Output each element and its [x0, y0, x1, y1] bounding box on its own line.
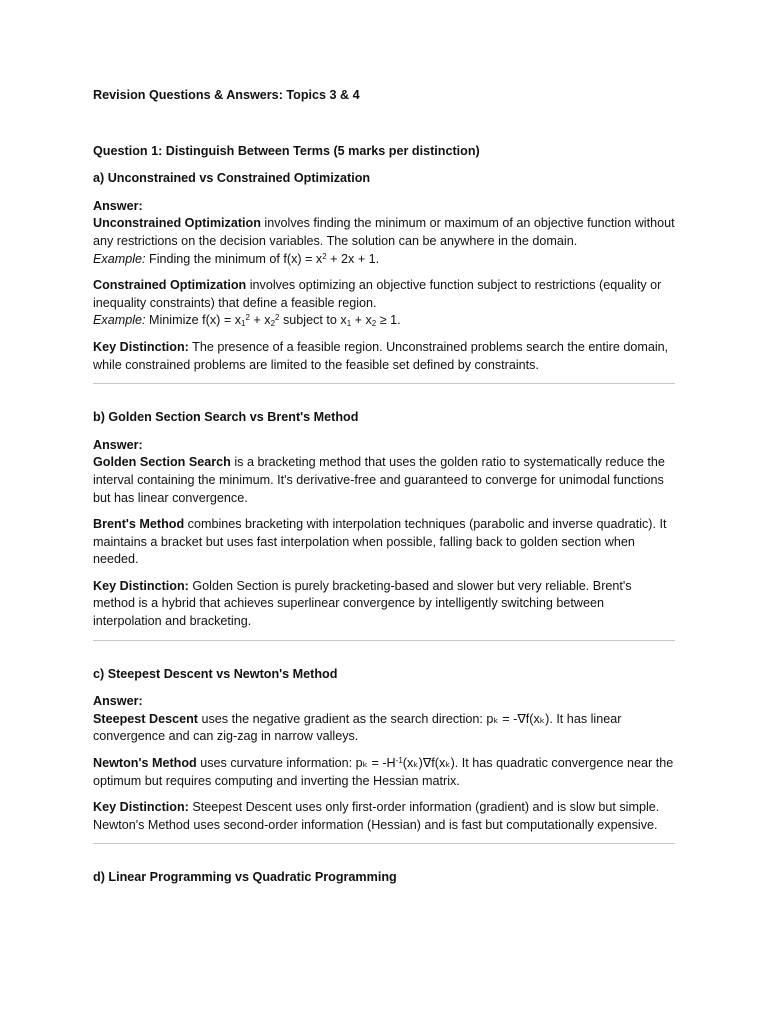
part-a-key-text: The presence of a feasible region. Unconstrained problems search the entire domain, while constrained problems are limited to the feasible set defined by constraints. — [93, 339, 669, 372]
part-a-term1: Unconstrained Optimization — [93, 216, 261, 231]
part-c-term1-text: uses the negative gradient as the search direction: pₖ = -∇f(xₖ). It has linear convergence and can zig-zag in narrow valleys. — [93, 711, 622, 744]
part-c-key-distinction — [93, 799, 675, 834]
part-b-key-label: Key Distinction: — [93, 578, 189, 593]
part-c-term2-paragraph — [93, 755, 675, 790]
part-a-key-distinction — [93, 339, 675, 374]
part-c-key-label: Key Distinction: — [93, 800, 189, 815]
part-a-term2-example-label: Example: — [93, 313, 146, 328]
part-b-section — [93, 409, 675, 631]
part-d-section — [93, 869, 675, 887]
part-b-term1-text: is a bracketing method that uses the golden ratio to systematically reduce the interval containing the minimum. It's derivative-free and guaranteed to converge for unimodal functions but has linear convergence. — [93, 455, 665, 505]
document-title: Revision Questions & Answers: Topics 3 & 4 — [93, 88, 360, 102]
part-a-answer-label: Answer: — [93, 198, 143, 213]
part-c-term2-text-2: (xₖ)∇f(xₖ). It has quadratic convergence near the optimum but requires computing and inverting the Hessian matrix. — [93, 756, 674, 788]
part-a-term1-example-sup: 2 — [322, 251, 327, 261]
part-b-key-text: Golden Section is purely bracketing-based and slower but very reliable. Brent's method is a hybrid that achieves superlinear convergence by intelligently switching between interpolation and bracketing. — [93, 578, 632, 629]
divider — [93, 843, 675, 844]
part-b-term1: Golden Section Search — [93, 455, 231, 470]
part-a-term2: Constrained Optimization — [93, 278, 247, 293]
part-a-term2-example-4: + x — [351, 313, 372, 328]
part-a-term2-example-sup2: 2 — [275, 313, 280, 323]
part-a-term2-example-sub2: 2 — [270, 319, 276, 329]
part-b-term1-paragraph — [93, 454, 675, 507]
part-a-term1-example-label: Example: — [93, 251, 146, 266]
part-c-section — [93, 666, 675, 835]
part-a-term2-example-5: ≥ 1. — [376, 313, 401, 328]
part-b-key-distinction — [93, 578, 675, 631]
part-a-term2-example-2: + x — [249, 313, 271, 328]
part-a-term1-example: Finding the minimum of f(x) = x — [145, 251, 323, 266]
part-a-term2-example-sub1: 1 — [241, 319, 246, 329]
part-c-answer-label: Answer: — [93, 694, 143, 709]
part-b-title: b) Golden Section Search vs Brent's Method — [93, 410, 359, 425]
part-a-term2-text: involves optimizing an objective function subject to restrictions (equality or inequality constraints) that define a feasible region. — [93, 278, 662, 310]
question-1-title: Question 1: Distinguish Between Terms (5 marks per distinction) — [93, 143, 480, 158]
part-b-term2-paragraph — [93, 516, 675, 569]
document-body — [93, 87, 675, 897]
divider — [93, 640, 675, 641]
part-b-term2-text: combines bracketing with interpolation techniques (parabolic and inverse quadratic). It maintains a bracket but uses fast interpolation when possible, falling back to golden section when needed. — [93, 517, 667, 567]
part-c-term2-sup: -1 — [395, 756, 403, 766]
part-c-term2-text-1: uses curvature information: pₖ = -H — [196, 756, 396, 771]
part-a-term1-example-tail: + 2x + 1. — [326, 251, 380, 266]
part-a-term2-example-1: Minimize f(x) = x — [145, 313, 242, 328]
part-d-title: d) Linear Programming vs Quadratic Programming — [93, 870, 397, 885]
divider — [93, 383, 675, 384]
part-c-term1: Steepest Descent — [93, 711, 198, 726]
part-c-term1-paragraph — [93, 711, 675, 746]
part-a-key-label: Key Distinction: — [93, 339, 189, 354]
part-a-term1-paragraph — [93, 215, 675, 268]
part-b-answer-label: Answer: — [93, 437, 143, 452]
part-c-title: c) Steepest Descent vs Newton's Method — [93, 666, 338, 681]
part-a-term2-example-sub4: 2 — [371, 319, 377, 329]
part-c-term2: Newton's Method — [93, 756, 197, 771]
part-a-term2-example-3: subject to x — [279, 313, 347, 328]
part-b-term2: Brent's Method — [93, 517, 185, 532]
part-a-section — [93, 170, 675, 374]
part-c-key-text: Steepest Descent uses only first-order information (gradient) and is slow but simple. Newton's Method uses second-order information (Hessian) and is fast but computationally expensive. — [93, 800, 660, 832]
part-a-term2-paragraph — [93, 277, 675, 330]
part-a-term2-example-sup1: 2 — [245, 313, 250, 323]
part-a-term2-example-sub3: 1 — [346, 319, 352, 329]
part-a-term1-text: involves finding the minimum or maximum of an objective function without any restrictions on the decision variables. The solution can be anywhere in the domain. — [93, 216, 675, 248]
part-a-title: a) Unconstrained vs Constrained Optimization — [93, 171, 371, 186]
